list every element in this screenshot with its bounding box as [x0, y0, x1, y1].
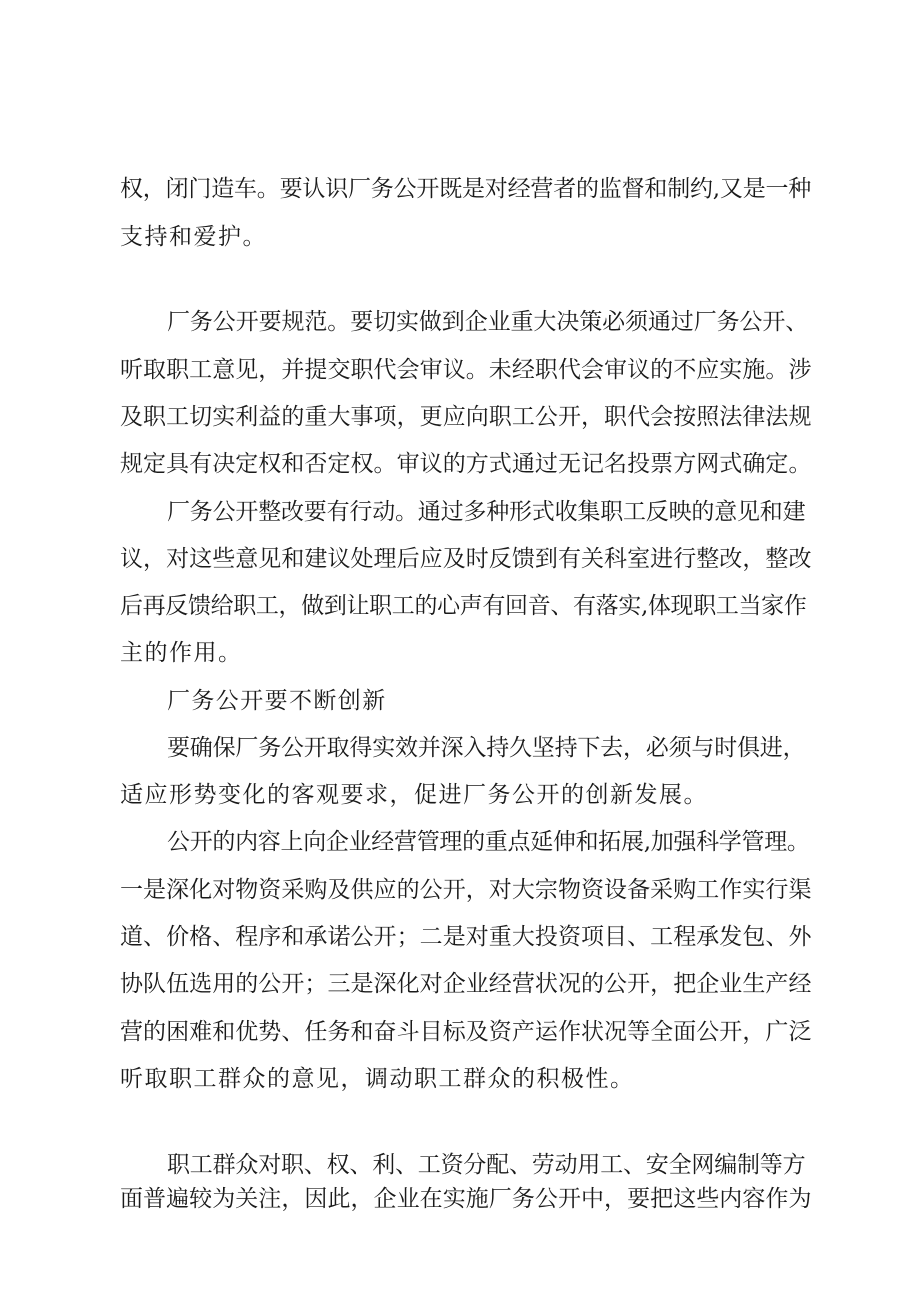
line-text: 议，对这些意见和建议处理后应及时反馈到有关科室进行整改，整改: [120, 546, 812, 572]
line-text: 公开的内容上向企业经营管理的重点延伸和拓展,加强科学管理。: [167, 829, 810, 855]
line-text: 厂务公开整改要有行动。通过多种形式收集职工反映的意见和建: [167, 499, 806, 525]
line-text: 主的作用。: [120, 640, 243, 666]
line-text: 厂务公开要不断创新: [167, 688, 387, 714]
line-text: 后再反馈给职工，做到让职工的心声有回音、有落实,体现职工当家作: [120, 593, 807, 619]
line-text: 权，闭门造车。要认识厂务公开既是对经营者的监督和制约,又是一种: [120, 176, 812, 202]
line-text: 道、价格、程序和承诺公开；二是对重大投资项目、工程承发包、外: [120, 924, 812, 950]
line-text: 支持和爱护。: [120, 224, 267, 250]
line-text: 协队伍选用的公开；三是深化对企业经营状况的公开，把企业生产经: [120, 971, 812, 997]
line-text: 面普遍较为关注，因此，企业在实施厂务公开中，要把这些内容作为: [120, 1186, 812, 1212]
line-text: 厂务公开要规范。要切实做到企业重大决策必须通过厂务公开、: [167, 309, 809, 335]
line-text: 听取职工群众的意见，调动职工群众的积极性。: [120, 1066, 635, 1092]
line-text: 要确保厂务公开取得实效并深入持久坚持下去，必须与时俱进，: [167, 735, 806, 761]
line-text: 职工群众对职、权、利、工资分配、劳动用工、安全网编制等方: [167, 1152, 806, 1178]
line-text: 适应形势变化的客观要求，促进厂务公开的创新发展。: [120, 782, 708, 808]
line-text: 及职工切实利益的重大事项，更应向职工公开，职代会按照法律法规: [120, 404, 812, 430]
line-text: 营的困难和优势、任务和奋斗目标及资产运作状况等全面公开，广泛: [120, 1019, 812, 1045]
line-text: 听取职工意见，并提交职代会审议。未经职代会审议的不应实施。涉: [120, 357, 812, 383]
line-text: 规定具有决定权和否定权。审议的方式通过无记名投票方网式确定。: [120, 451, 812, 477]
line-text: 一是深化对物资采购及供应的公开，对大宗物资设备采购工作实行渠: [120, 877, 812, 903]
